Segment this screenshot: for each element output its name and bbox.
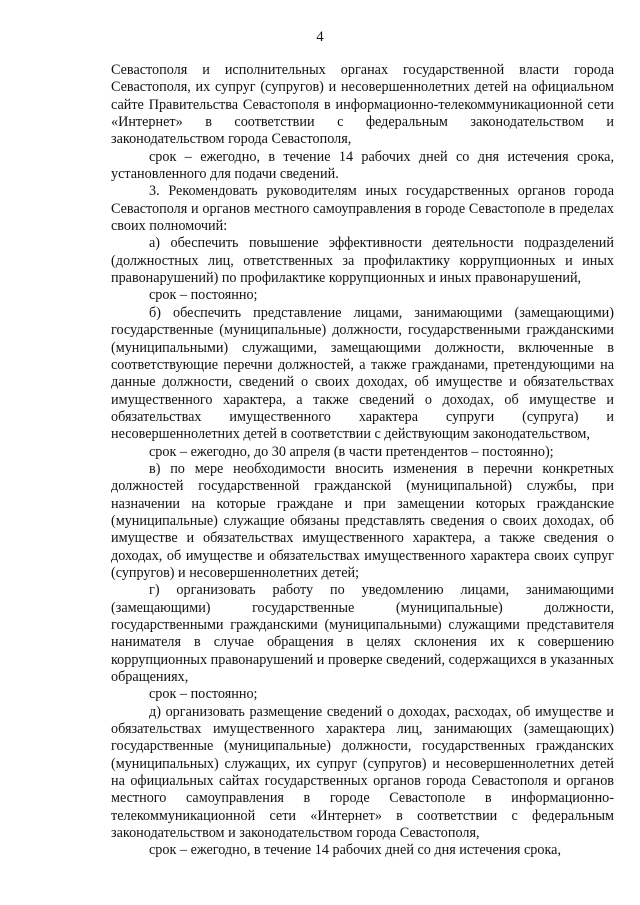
document-body: [111, 62, 614, 860]
paragraph-item-3c: в) по мере необходимости вносить изменения в перечни конкретных должностей государственной гражданской (муниципальной) службы, при назначении на которые граждане и при замещении которых гражданские (муниципальные) служащие обязаны представлять сведения о своих доходах, об имуществе и обязательствах имущественного характера, а также сведения о доходах, об имуществе и обязательствах имущественного характера своих супруг (супругов) и несовершеннолетних детей;: [111, 460, 614, 581]
paragraph-item-3b: б) обеспечить представление лицами, занимающими (замещающими) государственные (муниципальные) должности, государственными гражданскими (муниципальными) служащими, замещающими должности, включенные в соответствующие перечни должностей, а также гражданами, претендующими на данные должности, сведений о своих доходах, об имуществе и обязательствах имущественного характера, а также сведений о доходах, об имуществе и обязательствах имущественного характера супруги (супруга) и несовершеннолетних детей в соответствии с действующим законодательством,: [111, 304, 614, 443]
paragraph-item-3: 3. Рекомендовать руководителям иных государственных органов города Севастополя и органов местного самоуправления в городе Севастополе в пределах своих полномочий:: [111, 183, 614, 235]
paragraph-deadline: срок – постоянно;: [149, 287, 258, 304]
paragraph-continuation: Севастополя и исполнительных органах государственной власти города Севастополя, их супруг (супругов) и несовершеннолетних детей на официальном сайте Правительства Севастополя в информационно-телекоммуникационной сети «Интернет» в соответствии с федеральным законодательством и законодательством города Севастополя,: [111, 62, 614, 148]
paragraph-item-3e: д) организовать размещение сведений о доходах, расходах, об имуществе и обязательствах имущественного характера лиц, занимающих (замещающих) государственные (муниципальные) должности, государственных гражданских (муниципальных) служащих, их супруг (супругов) и несовершеннолетних детей на официальных сайтах государственных органов города Севастополя и органов местного самоуправления в городе Севастополе в информационно-телекоммуникационной сети «Интернет» в соответствии с федеральным законодательством и законодательством города Севастополя,: [111, 703, 614, 842]
paragraph-item-3a: а) обеспечить повышение эффективности деятельности подразделений (должностных лиц, ответственных за профилактику коррупционных и иных правонарушений) по профилактике коррупционных и иных правонарушений,: [111, 235, 614, 287]
paragraph-deadline: срок – ежегодно, до 30 апреля (в части претендентов – постоянно);: [149, 443, 554, 460]
paragraph-deadline: срок – постоянно;: [149, 686, 258, 703]
page-number: 4: [316, 29, 324, 45]
paragraph-item-3d: г) организовать работу по уведомлению лицами, занимающими (замещающими) государственные (муниципальные) должности, государственными гражданскими (муниципальными) служащими представителя нанимателя в случае обращения в целях склонения их к совершению коррупционных правонарушений и проверке сведений, содержащихся в указанных обращениях,: [111, 582, 614, 686]
paragraph-deadline: срок – ежегодно, в течение 14 рабочих дней со дня истечения срока, установленного для подачи сведений.: [111, 148, 614, 183]
paragraph-deadline: срок – ежегодно, в течение 14 рабочих дней со дня истечения срока,: [149, 842, 562, 859]
